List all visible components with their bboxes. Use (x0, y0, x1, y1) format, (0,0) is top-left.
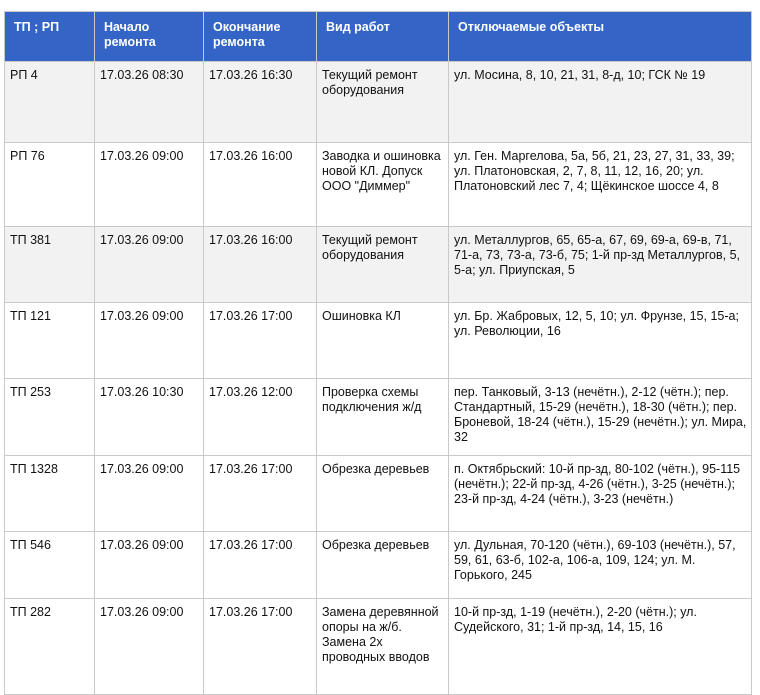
header-work: Вид работ (317, 12, 449, 62)
cell-work: Проверка схемы подключения ж/д (317, 379, 449, 456)
cell-tp: РП 4 (5, 62, 95, 143)
cell-tp: ТП 546 (5, 532, 95, 599)
cell-end: 17.03.26 16:30 (204, 62, 317, 143)
cell-objects: ул. Мосина, 8, 10, 21, 31, 8-д, 10; ГСК № 19 (449, 62, 752, 143)
cell-objects: ул. Бр. Жабровых, 12, 5, 10; ул. Фрунзе, 15, 15-а; ул. Революции, 16 (449, 303, 752, 379)
outage-schedule-table (4, 11, 752, 695)
cell-work: Обрезка деревьев (317, 456, 449, 532)
cell-tp: ТП 381 (5, 227, 95, 303)
table-header (5, 12, 752, 62)
cell-start: 17.03.26 09:00 (95, 456, 204, 532)
header-row (5, 12, 752, 62)
outage-table-container (4, 11, 752, 695)
cell-tp: ТП 253 (5, 379, 95, 456)
cell-tp: ТП 1328 (5, 456, 95, 532)
cell-tp: ТП 121 (5, 303, 95, 379)
cell-end: 17.03.26 17:00 (204, 303, 317, 379)
cell-tp: ТП 282 (5, 599, 95, 695)
cell-end: 17.03.26 17:00 (204, 456, 317, 532)
cell-end: 17.03.26 17:00 (204, 532, 317, 599)
table-row (5, 379, 752, 456)
header-start: Начало ремонта (95, 12, 204, 62)
header-objects: Отключаемые объекты (449, 12, 752, 62)
table-row (5, 227, 752, 303)
table-row (5, 599, 752, 695)
cell-start: 17.03.26 09:00 (95, 532, 204, 599)
cell-objects: пер. Танковый, 3-13 (нечётн.), 2-12 (чётн.); пер. Стандартный, 15-29 (нечётн.), 18-30 (чётн.); пер. Броневой, 18-24 (чётн.), 15-29 (нечётн.); ул. Мира, 32 (449, 379, 752, 456)
cell-work: Текущий ремонт оборудования (317, 227, 449, 303)
cell-work: Ошиновка КЛ (317, 303, 449, 379)
table-row (5, 532, 752, 599)
table-body (5, 62, 752, 695)
cell-end: 17.03.26 16:00 (204, 143, 317, 227)
cell-work: Текущий ремонт оборудования (317, 62, 449, 143)
table-row (5, 143, 752, 227)
cell-objects: п. Октябрьский: 10-й пр-зд, 80-102 (чётн.), 95-115 (нечётн.); 22-й пр-зд, 4-26 (чётн.), 3-25 (нечётн.); 23-й пр-зд, 4-24 (чётн.), 3-23 (нечётн.) (449, 456, 752, 532)
cell-start: 17.03.26 09:00 (95, 143, 204, 227)
cell-work: Обрезка деревьев (317, 532, 449, 599)
cell-start: 17.03.26 09:00 (95, 227, 204, 303)
cell-objects: 10-й пр-зд, 1-19 (нечётн.), 2-20 (чётн.); ул. Судейского, 31; 1-й пр-зд, 14, 15, 16 (449, 599, 752, 695)
table-row (5, 62, 752, 143)
cell-start: 17.03.26 10:30 (95, 379, 204, 456)
cell-end: 17.03.26 16:00 (204, 227, 317, 303)
cell-tp: РП 76 (5, 143, 95, 227)
table-row (5, 303, 752, 379)
cell-start: 17.03.26 09:00 (95, 303, 204, 379)
table-row (5, 456, 752, 532)
cell-work: Заводка и ошиновка новой КЛ. Допуск ООО "Диммер" (317, 143, 449, 227)
cell-objects: ул. Ген. Маргелова, 5а, 5б, 21, 23, 27, 31, 33, 39; ул. Платоновская, 2, 7, 8, 11, 12, 16, 20; ул. Платоновский лес 7, 4; Щёкинское шоссе 4, 8 (449, 143, 752, 227)
cell-objects: ул. Металлургов, 65, 65-а, 67, 69, 69-а, 69-в, 71, 71-а, 73, 73-а, 73-б, 75; 1-й пр-зд Металлургов, 5, 5-а; ул. Приупская, 5 (449, 227, 752, 303)
cell-end: 17.03.26 12:00 (204, 379, 317, 456)
cell-objects: ул. Дульная, 70-120 (чётн.), 69-103 (нечётн.), 57, 59, 61, 63-б, 102-а, 106-а, 109, 124; ул. М. Горького, 245 (449, 532, 752, 599)
header-tp: ТП ; РП (5, 12, 95, 62)
header-end: Окончание ремонта (204, 12, 317, 62)
cell-work: Замена деревянной опоры на ж/б. Замена 2х проводных вводов (317, 599, 449, 695)
cell-start: 17.03.26 08:30 (95, 62, 204, 143)
cell-start: 17.03.26 09:00 (95, 599, 204, 695)
cell-end: 17.03.26 17:00 (204, 599, 317, 695)
